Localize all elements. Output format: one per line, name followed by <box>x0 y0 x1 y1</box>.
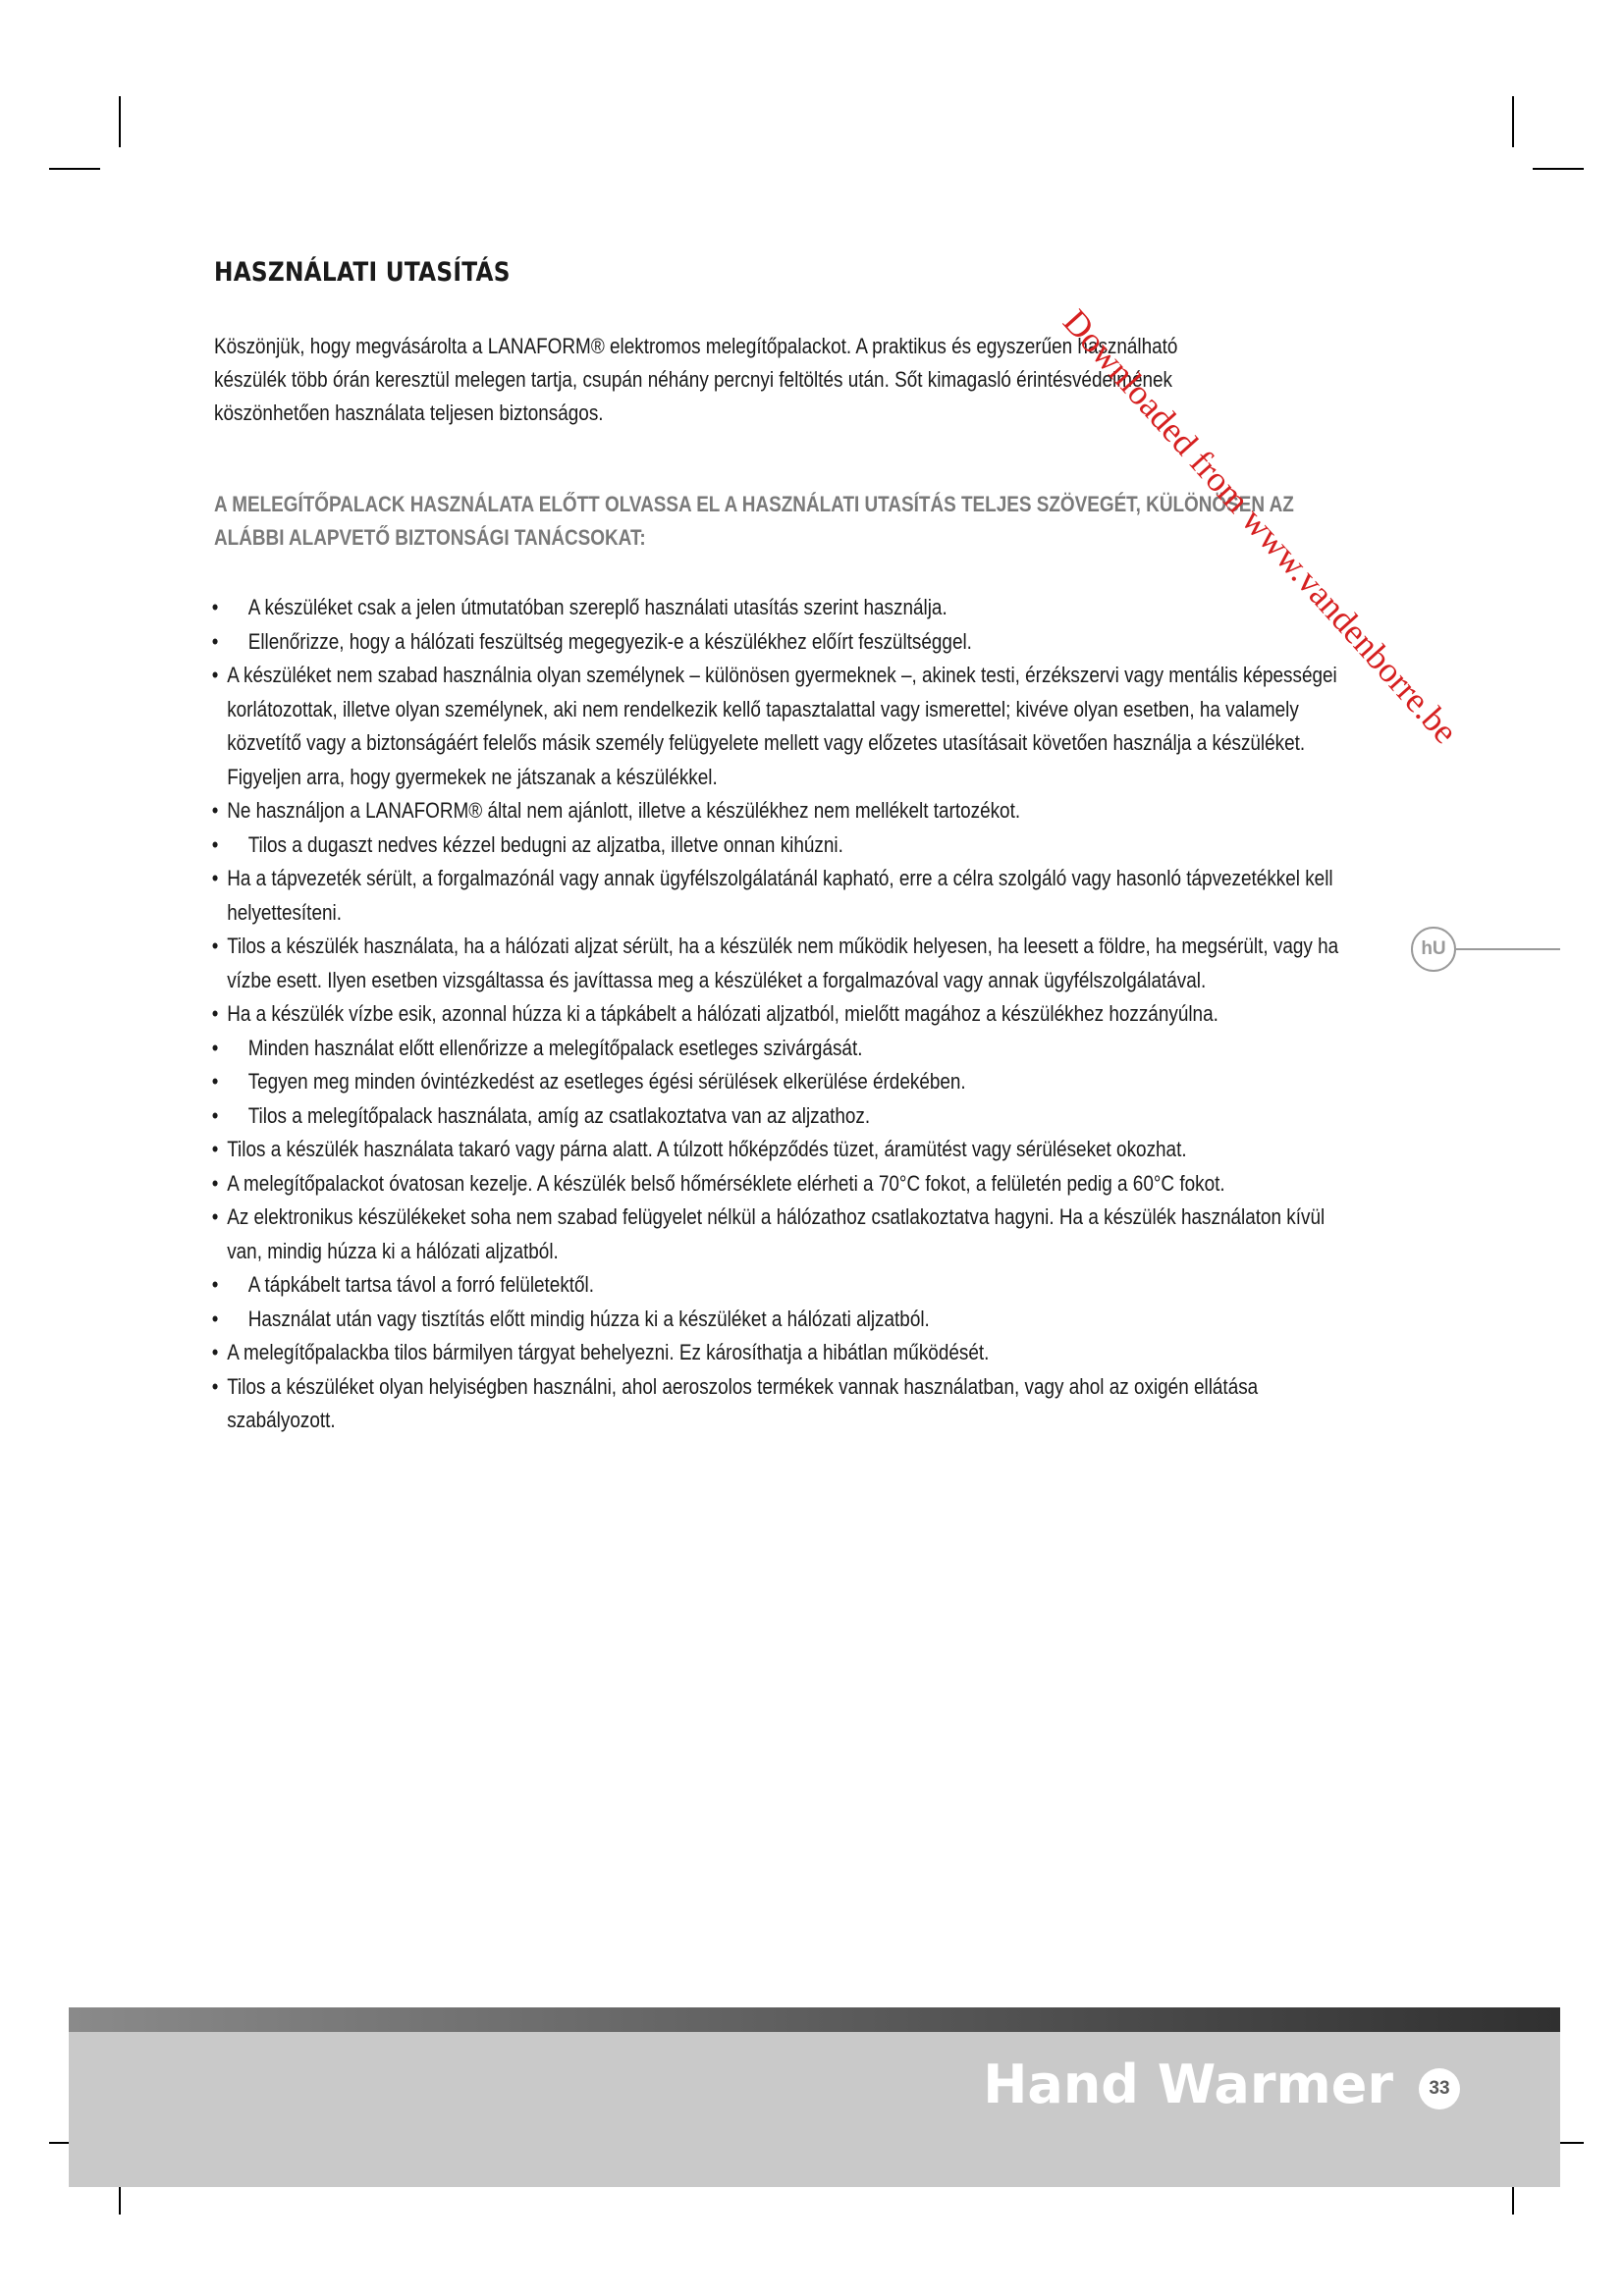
list-item <box>210 1268 1359 1303</box>
safety-instructions-list <box>210 591 1359 1438</box>
list-item <box>210 1336 1359 1370</box>
list-item <box>210 828 1359 863</box>
list-item <box>210 591 1359 625</box>
list-item-text: Tilos a készüléket olyan helyiségben használni, ahol aeroszolos termékek vannak használatban, vagy ahol az oxigén ellátása szabályozott. <box>227 1373 1259 1432</box>
download-watermark: Downloaded from www.vandenborre.be <box>1056 301 1466 752</box>
list-item-text: Ha a tápvezeték sérült, a forgalmazónál vagy annak ügyfélszolgálatánál kapható, erre a célra szolgáló vagy hasonló tápvezetékkel kell helyettesíteni. <box>227 866 1333 925</box>
list-item-text: A melegítőpalackba tilos bármilyen tárgyat behelyezni. Ez károsíthatja a hibátlan működését. <box>227 1340 990 1364</box>
product-name: Hand Warmer <box>983 2054 1393 2115</box>
crop-mark <box>1512 96 1514 147</box>
list-item <box>210 1370 1359 1438</box>
crop-mark <box>1533 168 1584 170</box>
bullet-icon: • <box>211 866 219 890</box>
list-item-text: Az elektronikus készülékeket soha nem szabad felügyelet nélkül a hálózathoz csatlakoztatva hagyni. Ha a készülék használaton kívül van, mindig húzza ki a hálózati aljzatból. <box>227 1204 1326 1263</box>
crop-mark <box>119 96 121 147</box>
bullet-icon: • <box>211 595 219 619</box>
list-item <box>210 930 1359 997</box>
bullet-icon: • <box>211 1306 219 1331</box>
bullet-icon: • <box>211 628 219 654</box>
list-item-text: A melegítőpalackot óvatosan kezelje. A készülék belső hőmérséklete elérheti a 70°C fokot, a felületén pedig a 60°C fokot. <box>227 1170 1225 1196</box>
bullet-icon: • <box>211 1170 219 1196</box>
crop-mark <box>49 168 100 170</box>
list-item <box>210 862 1359 930</box>
bullet-icon: • <box>211 1204 219 1229</box>
list-item-text: Tilos a dugaszt nedves kézzel bedugni az aljzatba, illetve onnan kihúzni. <box>247 831 843 857</box>
list-item-text: Ne használjon a LANAFORM® által nem ajánlott, illetve a készülékhez nem mellékelt tartozékot. <box>227 798 1021 823</box>
bullet-icon: • <box>211 1373 219 1399</box>
bullet-icon: • <box>211 663 219 687</box>
list-item-text: Tilos a készülék használata takaró vagy párna alatt. A túlzott hőképződés tüzet, áramütést vagy sérüléseket okozhat. <box>227 1137 1187 1161</box>
list-item-text: Tilos a melegítőpalack használata, amíg az csatlakoztatva van az aljzathoz. <box>247 1102 871 1128</box>
list-item-text: Ellenőrizze, hogy a hálózati feszültség megegyezik-e a készülékhez előírt feszültséggel. <box>247 628 972 654</box>
list-item <box>210 625 1359 660</box>
list-item-text: Tegyen meg minden óvintézkedést az esetleges égési sérülések elkerülése érdekében. <box>247 1069 966 1094</box>
list-item <box>210 1133 1359 1167</box>
intro-paragraph: Köszönjük, hogy megvásárolta a LANAFORM® elektromos melegítőpalackot. A praktikus és egyszerűen használható készülék több órán keresztül melegen tartja, csupán néhány percnyi feltöltés után. Sőt kimagasló érintésvédelmének köszönhetően használata teljesen biztonságos. <box>214 334 1178 425</box>
list-item <box>210 794 1359 828</box>
list-item <box>210 1032 1359 1066</box>
list-item <box>210 1303 1359 1337</box>
page-title: HASZNÁLATI UTASÍTÁS <box>214 257 511 288</box>
list-item-text: Használat után vagy tisztítás előtt mindig húzza ki a készüléket a hálózati aljzatból. <box>247 1306 930 1331</box>
bullet-icon: • <box>211 1102 219 1128</box>
bullet-icon: • <box>211 798 219 823</box>
list-item-text: A tápkábelt tartsa távol a forró felületektől. <box>247 1272 595 1297</box>
page-number: 33 <box>1419 2068 1460 2109</box>
list-item-text: A készüléket nem szabad használnia olyan személynek – különösen gyermeknek –, akinek testi, érzékszervi vagy mentális képességei korlátozottak, illetve olyan személynek, aki nem rendelkezik kellő tapasztalattal vagy ismerettel; kivéve olyan esetben, ha valamely közvetítő vagy a biztonságáért felelős másik személy felügyelete mellett vagy előzetes utasításait követően használja a készüléket. Figyeljen arra, hogy gyermekek ne játszanak a készülékkel. <box>227 663 1337 789</box>
list-item <box>210 659 1359 794</box>
list-item-text: Tilos a készülék használata, ha a hálózati aljzat sérült, ha a készülék nem működik helyesen, ha leesett a földre, ha megsérült, vagy ha vízbe esett. Ilyen esetben vizsgáltassa és javíttassa meg a készüléket a forgalmazóval vagy annak ügyfélszolgálatával. <box>227 934 1339 992</box>
list-item <box>210 1201 1359 1268</box>
bullet-icon: • <box>211 1340 219 1364</box>
bullet-icon: • <box>211 934 219 958</box>
bullet-icon: • <box>211 1137 219 1161</box>
safety-warning-heading: A MELEGÍTŐPALACK HASZNÁLATA ELŐTT OLVASSA EL A HASZNÁLATI UTASÍTÁS TELJES SZÖVEGÉT, KÜLÖNÖSEN AZ ALÁBBI ALAPVETŐ BIZTONSÁGI TANÁCSOKAT: <box>214 492 1294 550</box>
list-item <box>210 1065 1359 1099</box>
list-item-text: Ha a készülék vízbe esik, azonnal húzza ki a tápkábelt a hálózati aljzatból, mielőtt magához a készülékhez hozzányúlna. <box>227 1001 1218 1026</box>
bullet-icon: • <box>211 1069 219 1094</box>
list-item-text: Minden használat előtt ellenőrizze a melegítőpalack esetleges szivárgását. <box>247 1035 863 1060</box>
list-item <box>210 997 1359 1032</box>
bullet-icon: • <box>211 1001 219 1026</box>
list-item <box>210 1167 1359 1201</box>
bullet-icon: • <box>211 1035 219 1060</box>
language-badge-line <box>1456 948 1560 950</box>
bullet-icon: • <box>211 1272 219 1297</box>
list-item <box>210 1099 1359 1134</box>
bullet-icon: • <box>211 831 219 857</box>
language-badge: hU <box>1411 927 1456 972</box>
list-item-text: A készüléket csak a jelen útmutatóban szereplő használati utasítás szerint használja. <box>247 595 947 619</box>
footer-gradient-bar <box>69 2007 1560 2032</box>
